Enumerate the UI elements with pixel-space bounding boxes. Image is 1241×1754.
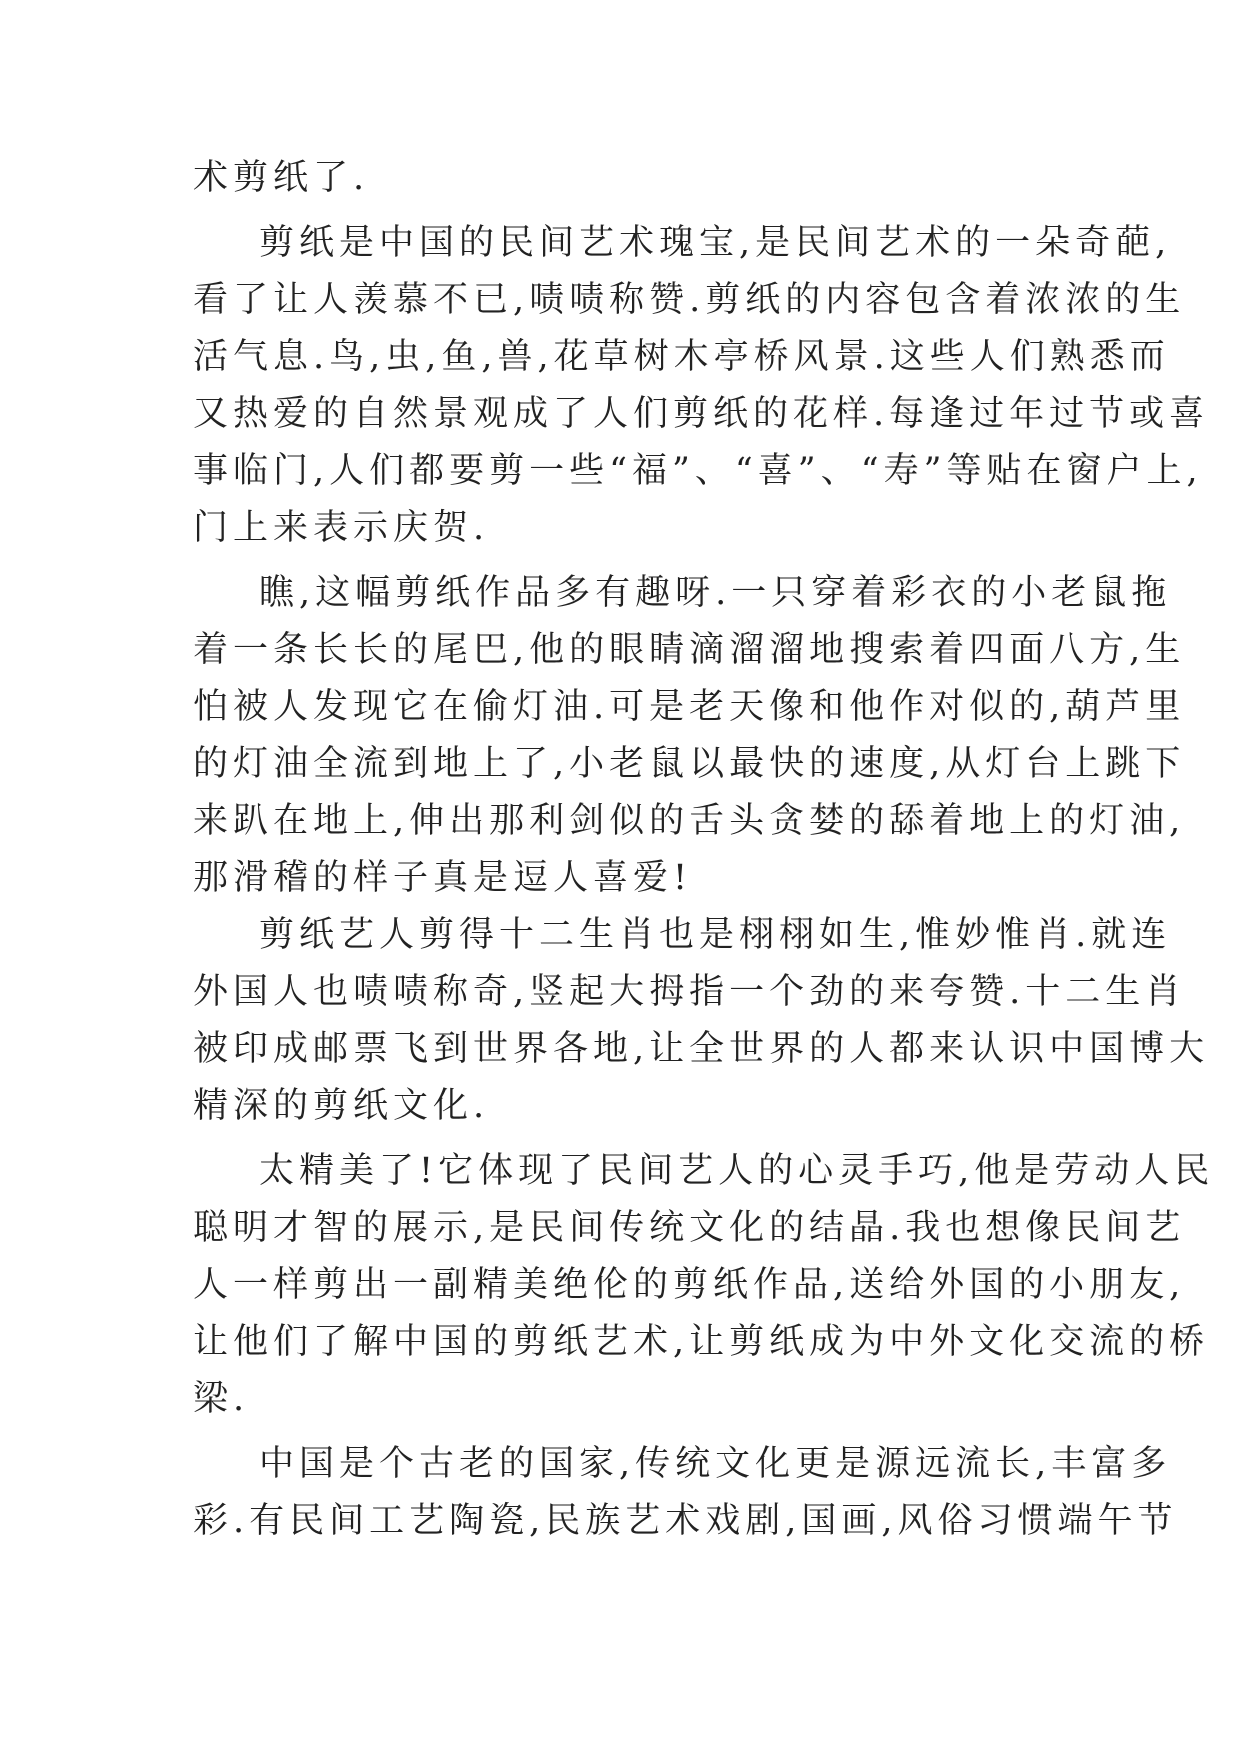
text-line: 让他们了解中国的剪纸艺术,让剪纸成为中外文化交流的桥 [193,1322,1210,1362]
text-line: 精深的剪纸文化. [193,1086,490,1126]
text-line: 来趴在地上,伸出那利剑似的舌头贪婪的舔着地上的灯油, [193,801,1186,841]
text-line: 看了让人羡慕不已,啧啧称赞.剪纸的内容包含着浓浓的生 [193,280,1186,320]
text-line: 术剪纸了. [193,158,370,198]
text-line: 人一样剪出一副精美绝伦的剪纸作品,送给外国的小朋友, [193,1265,1186,1305]
text-line: 被印成邮票飞到世界各地,让全世界的人都来认识中国博大 [193,1029,1210,1069]
text-line: 着一条长长的尾巴,他的眼睛滴溜溜地搜索着四面八方,生 [193,630,1186,670]
text-line: 外国人也啧啧称奇,竖起大拇指一个劲的来夸赞.十二生肖 [193,972,1186,1012]
paragraph-first-line: 剪纸是中国的民间艺术瑰宝,是民间艺术的一朵奇葩, [259,223,1172,263]
text-line: 活气息.鸟,虫,鱼,兽,花草树木亭桥风景.这些人们熟悉而 [193,337,1170,377]
document-body [193,150,1215,1550]
text-line: 那滑稽的样子真是逗人喜爱! [193,858,693,898]
text-line: 聪明才智的展示,是民间传统文化的结晶.我也想像民间艺 [193,1208,1186,1248]
text-line: 又热爱的自然景观成了人们剪纸的花样.每逢过年过节或喜 [193,394,1210,434]
paragraph-first-line: 太精美了!它体现了民间艺人的心灵手巧,他是劳动人民 [259,1151,1215,1191]
text-line: 梁. [193,1379,250,1419]
text-line: 门上来表示庆贺. [193,508,490,548]
paragraph-first-line: 瞧,这幅剪纸作品多有趣呀.一只穿着彩衣的小老鼠拖 [259,573,1172,613]
paragraph-first-line: 剪纸艺人剪得十二生肖也是栩栩如生,惟妙惟肖.就连 [259,915,1172,955]
text-line: 怕被人发现它在偷灯油.可是老天像和他作对似的,葫芦里 [193,687,1186,727]
text-line: 事临门,人们都要剪一些“福”、“喜”、“寿”等贴在窗户上, [193,451,1203,491]
text-line: 的灯油全流到地上了,小老鼠以最快的速度,从灯台上跳下 [193,744,1186,784]
text-line: 彩.有民间工艺陶瓷,民族艺术戏剧,国画,风俗习惯端午节 [193,1501,1178,1541]
paragraph-first-line: 中国是个古老的国家,传统文化更是源远流长,丰富多 [259,1444,1172,1484]
